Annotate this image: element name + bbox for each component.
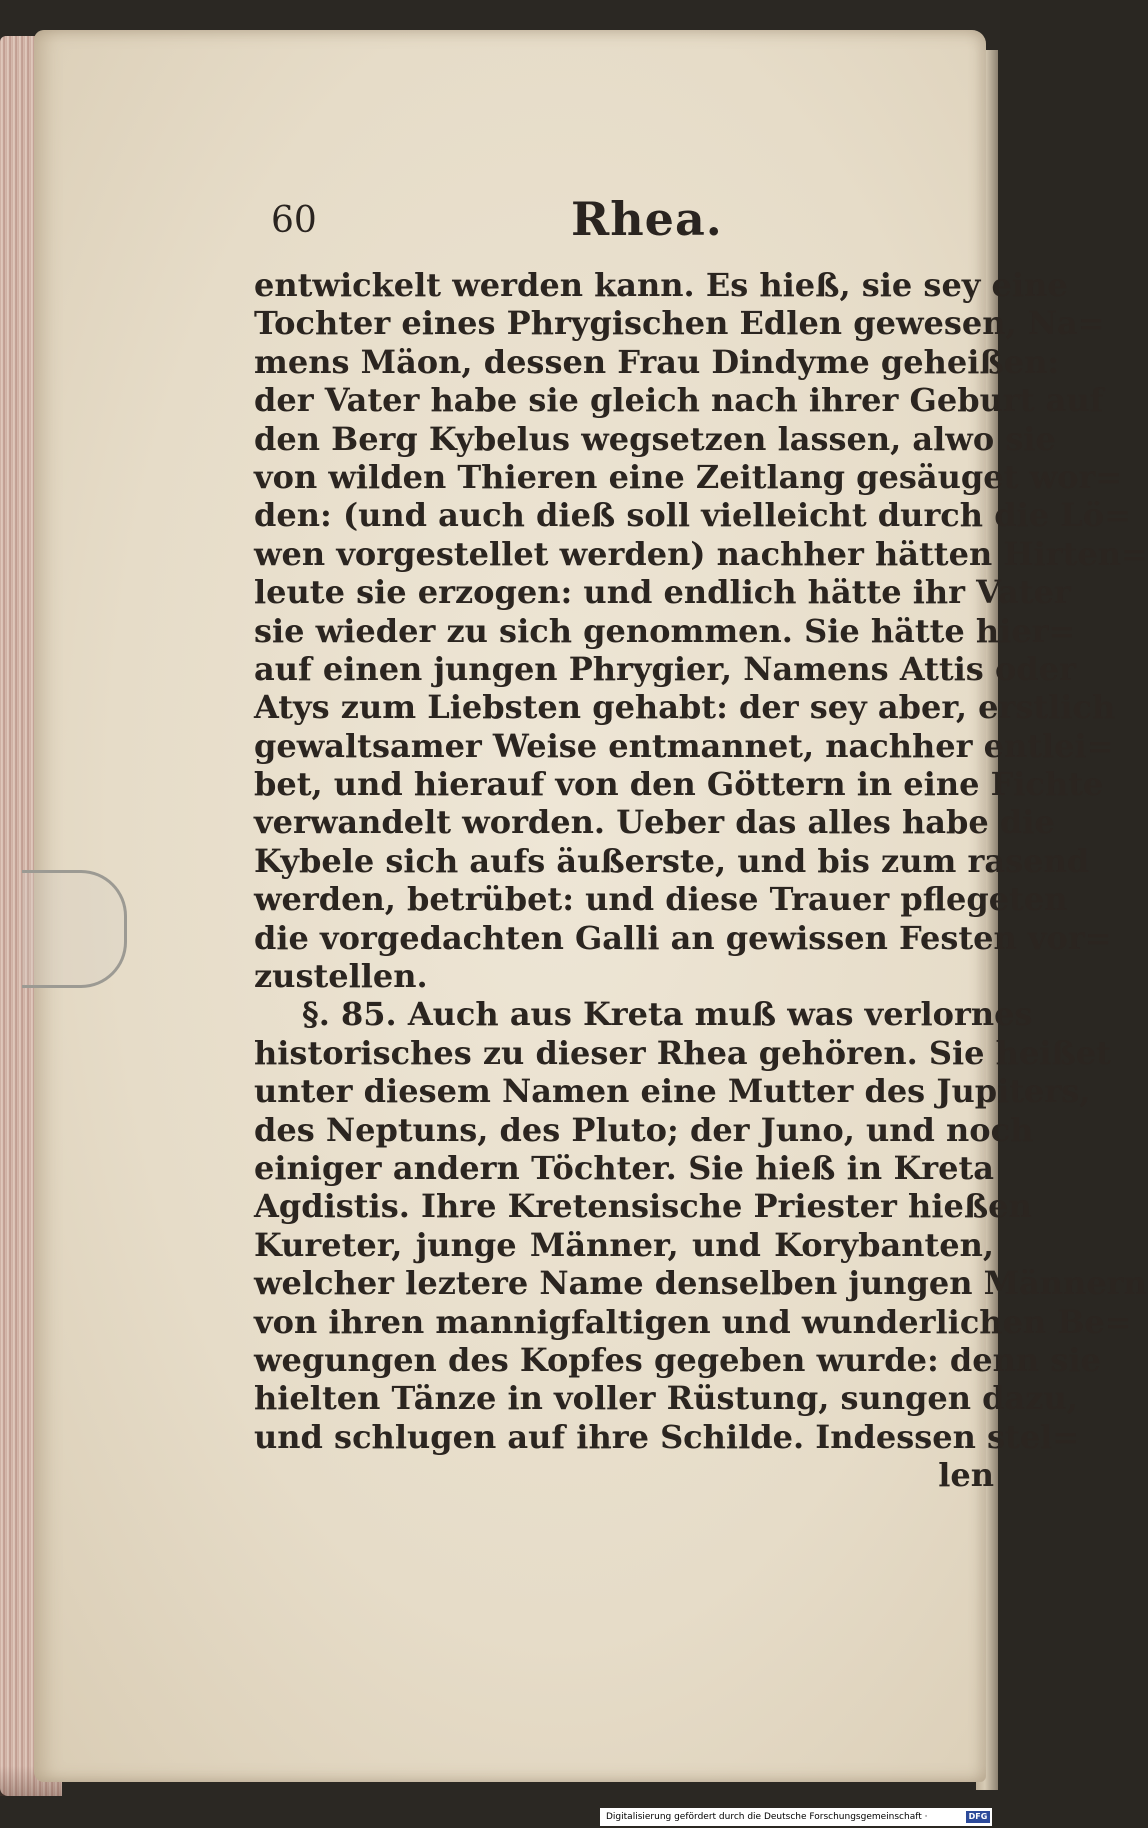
section-heading-line: §. 85. Auch aus Kreta muß was verlornes [302,995,1033,1034]
page-number: 60 [271,200,317,241]
text-line: leute sie erzogen: und endlich hätte ihr Vater [254,573,1071,612]
text-line: welcher leztere Name denselben jungen Männern [254,1264,1147,1303]
text-line: bet, und hierauf von den Göttern in eine Fichte [254,765,1104,804]
catchword: len [938,1456,994,1495]
text-line: Tochter eines Phrygischen Edlen gewesen, Na= [254,304,1105,343]
text-line: zustellen. [254,957,428,996]
body-text [254,266,1148,1495]
text-line: den Berg Kybelus wegsetzen lassen, alwo sie [254,419,1056,458]
bookmark-clip [22,870,127,988]
text-line: auf einen jungen Phrygier, Namens Attis oder [254,649,1076,688]
running-head: Rhea. [571,192,723,246]
dfg-logo-icon: DFG [966,1811,990,1823]
text-line: von wilden Thieren eine Zeitlang gesäuget wor= [254,457,1123,496]
book-page [34,30,1148,1782]
text-line: sie wieder zu sich genommen. Sie hätte hier= [254,611,1076,650]
text-line: gewaltsamer Weise entmannet, nachher entlei= [254,726,1114,765]
digitization-footer [600,1808,992,1826]
text-line: Kureter, junge Männer, und Korybanten, [254,1225,994,1264]
text-line: die vorgedachten Galli an gewissen Festen vor= [254,918,1112,957]
text-line: entwickelt werden kann. Es hieß, sie sey eine [254,266,1068,304]
text-line: hielten Tänze in voller Rüstung, sungen dazu, [254,1379,1078,1418]
text-line: den: (und auch dieß soll vielleicht durch die Lö= [254,496,1131,535]
text-line: einiger andern Töchter. Sie hieß in Kreta [254,1148,994,1187]
text-line: historisches zu dieser Rhea gehören. Sie heißet [254,1033,1111,1072]
text-line: Agdistis. Ihre Kretensische Priester hießen [254,1187,1032,1226]
text-line: wen vorgestellet werden) nachher hätten Hirten= [254,534,1148,573]
text-line: Atys zum Liebsten gehabt: der sey aber, erstlich [254,688,1116,727]
text-line: unter diesem Namen eine Mutter des Jupiters, [254,1072,1091,1111]
text-line: verwandelt worden. Ueber das alles habe die [254,803,1055,842]
text-line: werden, betrübet: und diese Trauer pflegeten [254,880,1068,919]
text-line: von ihren mannigfaltigen und wunderlichen Be= [254,1302,1132,1341]
text-line: der Vater habe sie gleich nach ihrer Geburt auf [254,381,1104,420]
text-line: Kybele sich aufs äußerste, und bis zum rasend [254,841,1090,880]
page-header [271,192,831,252]
text-line: und schlugen auf ihre Schilde. Indessen stel= [254,1417,1080,1456]
text-line: des Neptuns, des Pluto; der Juno, und noch [254,1110,1034,1149]
text-line: mens Mäon, dessen Frau Dindyme geheißen: [254,342,1060,381]
text-line: wegungen des Kopfes gegeben wurde: denn sie [254,1340,1101,1379]
footer-credit-text: Digitalisierung gefördert durch die Deutsche Forschungsgemeinschaft · [606,1812,928,1822]
